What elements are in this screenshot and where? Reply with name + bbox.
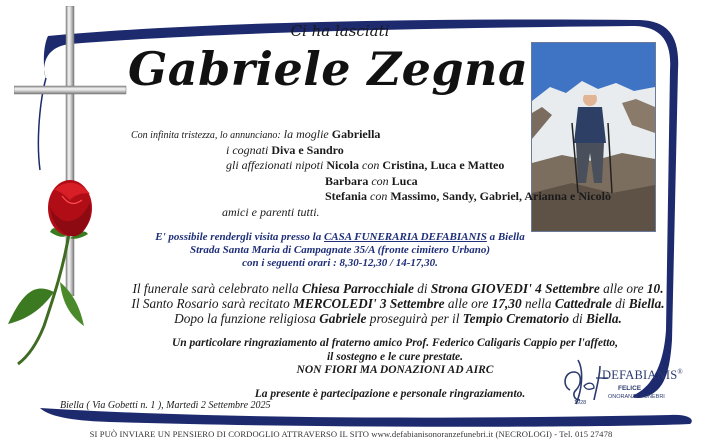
rosary-text-4: di: [615, 296, 626, 311]
rosary-text-3: nella: [524, 296, 552, 311]
nephew-3: Stefania: [325, 189, 367, 203]
nephew-3-family: Massimo, Sandy, Gabriel, Arianna e Nicolò: [390, 189, 612, 203]
visit-line-2: Strada Santa Maria di Campagnate 35/A (fronte cimitero Urbano): [189, 244, 491, 256]
family-lead-line: [131, 127, 380, 142]
funeral-date: Strona GIOVEDI' 4 Settembre: [430, 281, 600, 296]
wife-label: la moglie: [283, 127, 329, 141]
visit-funeral-home: CASA FUNERARIA DEFABIANIS: [323, 231, 487, 243]
thanks-line-4: La presente è partecipazione e personale ringraziamento.: [254, 388, 526, 400]
funeral-text-2: di: [417, 281, 428, 296]
place-date: Biella ( Via Gobetti n. 1 ), Martedì 2 Settembre 2025: [60, 400, 271, 411]
visit-post: a Biella: [489, 231, 525, 243]
wife-name: Gabriella: [331, 127, 381, 141]
logo-name: DEFABIANIS: [602, 368, 678, 383]
cremation-city: Biella.: [586, 311, 622, 326]
logo-wordmark: [602, 368, 683, 383]
rosary-place: Cattedrale: [554, 296, 612, 311]
nephew-2-family: Luca: [391, 174, 418, 188]
rosary-line: [118, 296, 678, 312]
logo-reg: ®: [677, 368, 683, 376]
logo-year: 1928: [574, 400, 587, 406]
thanks-line-1: Un particolare ringraziamento al fraterno amico Prof. Federico Caligaris Cappio per l'affetto,: [171, 337, 619, 349]
nephew-1-with: con: [362, 158, 380, 172]
family-lead: Con infinita tristezza, lo annunciano:: [131, 130, 281, 141]
intro-text: Ci ha lasciati: [290, 22, 390, 40]
logo-sub-2: ONORANZE FUNEBRI: [608, 394, 665, 400]
funeral-time: 10.: [646, 281, 664, 296]
defabianis-logo: [560, 356, 683, 410]
inlaws-names: Diva e Sandro: [271, 143, 344, 157]
cremation-text-2: proseguirà per il: [369, 311, 460, 326]
funeral-text-3: alle ore: [603, 281, 644, 296]
nephew-2-line: [325, 174, 418, 189]
rose-icon: [4, 176, 94, 366]
nephew-3-line: [325, 189, 611, 204]
cremation-text-3: di: [572, 311, 583, 326]
rosary-city: Biella.: [628, 296, 665, 311]
friends-line: [222, 205, 320, 220]
nephews-line: [226, 158, 504, 173]
inlaws-line: [226, 143, 344, 158]
thanks-line-2: il sostegno e le cure prestate.: [326, 351, 464, 363]
footer-text: SI PUÒ INVIARE UN PENSIERO DI CORDOGLIO ATTRAVERSO IL SITO www.defabianisonoranzefunebri.it (NECROLOGI) - Tel. 015 27478: [89, 429, 613, 439]
nephew-2-with: con: [371, 174, 389, 188]
funeral-church: Chiesa Parrocchiale: [301, 281, 414, 296]
rosary-text-1: Il Santo Rosario sarà recitato: [131, 296, 290, 311]
nephew-1: Nicola: [326, 158, 360, 172]
rosary-time: 17,30: [491, 296, 522, 311]
cremation-place: Tempio Crematorio: [462, 311, 570, 326]
funeral-line: [118, 281, 678, 297]
logo-sub-1: FELICE: [618, 385, 642, 392]
cremation-line: [118, 311, 678, 327]
friends: amici e parenti tutti.: [222, 205, 320, 219]
nephew-3-with: con: [370, 189, 388, 203]
rosary-date: MERCOLEDI' 3 Settembre: [293, 296, 445, 311]
nephew-2: Barbara: [325, 174, 369, 188]
cremation-name: Gabriele: [319, 311, 367, 326]
visit-line-3: con i seguenti orari : 8,30-12,30 / 14-17,30.: [242, 257, 438, 269]
nephew-1-family: Cristina, Luca e Matteo: [382, 158, 505, 172]
deceased-name: Gabriele Zegna: [128, 42, 529, 96]
visit-pre: E' possibile rendergli visita presso la: [155, 231, 322, 243]
inlaws-label: i cognati: [226, 143, 269, 157]
funeral-text-1: Il funerale sarà celebrato nella: [132, 281, 299, 296]
visit-line-1: [145, 231, 535, 243]
no-flowers-line: NON FIORI MA DONAZIONI AD AIRC: [296, 364, 494, 376]
rosary-text-2: alle ore: [447, 296, 489, 311]
nephews-label: gli affezionati nipoti: [226, 158, 324, 172]
cremation-text-1: Dopo la funzione religiosa: [174, 311, 316, 326]
